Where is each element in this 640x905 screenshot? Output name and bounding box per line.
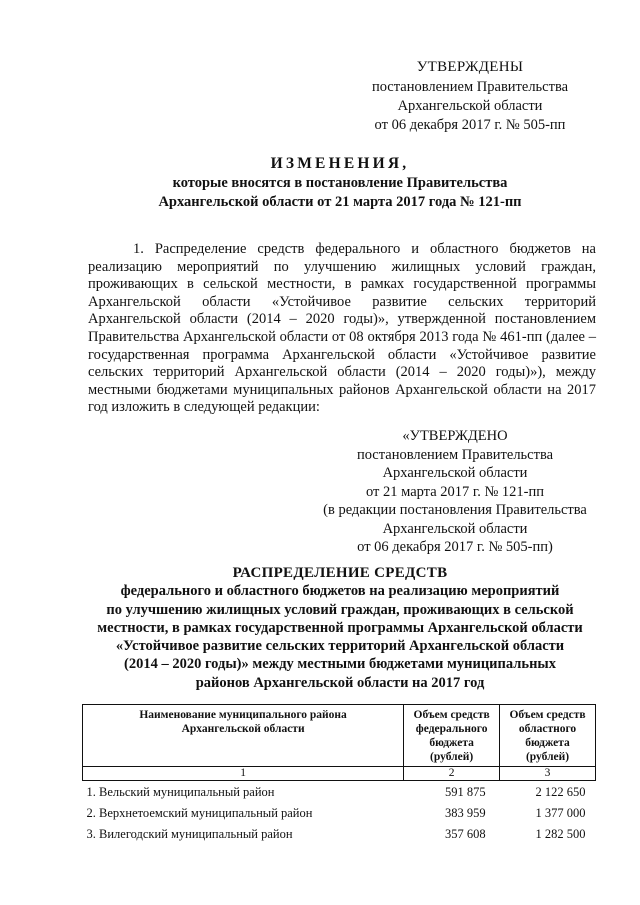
table-row xyxy=(83,802,596,823)
federal-amount: 383 959 xyxy=(444,805,486,820)
district-name: 1. Вельский муниципальный район xyxy=(86,784,275,799)
column-number: 2 xyxy=(404,767,500,781)
stamp-line: Архангельской области xyxy=(382,465,528,481)
distribution-subtitle: районов Архангельской области на 2017 год xyxy=(195,674,485,691)
district-name: 3. Вилегодский муниципальный район xyxy=(86,826,293,841)
approval-line: постановлением Правительства xyxy=(371,79,569,95)
changes-title: ИЗМЕНЕНИЯ, xyxy=(270,155,410,172)
stamp-line: постановлением Правительства xyxy=(356,446,554,463)
distribution-title-block xyxy=(70,564,610,692)
table-header-row xyxy=(83,705,596,767)
distribution-subtitle: «Устойчивое развитие сельских территорий Архангельской области xyxy=(115,638,565,655)
approval-block xyxy=(360,58,580,135)
regional-amount: 1 282 500 xyxy=(535,826,586,841)
body-paragraph: 1. Распределение средств федерального и областного бюджетов на реализацию мероприятий по улучшению жилищных условий граждан, проживающих в сельской местности, в рамках государственной программы Архангельской области «Устойчивое развитие сельских территорий Архангельской области (2014 – 2020 годы)», утвержденной постановлением Правительства Архангельской области от 08 октября 2013 года № 461-пп (далее – государственная программа Архангельской области «Устойчивое развитие сельских территорий Архангельской области (2014 – 2020 годы)»), между местными бюджетами муниципальных районов Архангельской области на 2017 год изложить в следующей редакции: xyxy=(88,241,596,416)
header-regional: Объем средств областного бюджета (рублей) xyxy=(500,705,596,767)
approval-heading: УТВЕРЖДЕНЫ xyxy=(416,59,524,75)
regional-amount: 1 377 000 xyxy=(535,805,586,820)
changes-subtitle: Архангельской области от 21 марта 2017 года № 121-пп xyxy=(158,194,522,210)
stamp-line: Архангельской области xyxy=(382,520,528,537)
changes-title-block xyxy=(80,154,600,212)
header-federal: Объем средств федерального бюджета (рублей) xyxy=(404,705,500,767)
approval-stamp xyxy=(300,427,610,557)
distribution-table xyxy=(82,704,596,844)
federal-amount: 357 608 xyxy=(444,826,486,841)
distribution-subtitle: местности, в рамках государственной программы Архангельской области xyxy=(97,619,583,636)
stamp-line: от 21 марта 2017 г. № 121-пп xyxy=(365,483,545,500)
column-number-row xyxy=(83,767,596,781)
column-number: 1 xyxy=(83,767,404,781)
stamp-line: «УТВЕРЖДЕНО xyxy=(402,428,508,444)
distribution-subtitle: (2014 – 2020 годы)» между местными бюджетами муниципальных xyxy=(124,656,556,673)
column-number: 3 xyxy=(500,767,596,781)
header-district: Наименование муниципального района Архангельской области xyxy=(83,705,404,767)
approval-line: Архангельской области xyxy=(397,98,543,114)
distribution-title: РАСПРЕДЕЛЕНИЕ СРЕДСТВ xyxy=(232,565,448,581)
distribution-subtitle: федерального и областного бюджетов на реализацию мероприятий xyxy=(120,583,560,600)
federal-amount: 591 875 xyxy=(444,784,486,799)
regional-amount: 2 122 650 xyxy=(535,784,586,799)
table-row xyxy=(83,781,596,803)
changes-subtitle: которые вносятся в постановление Правительства xyxy=(172,175,508,191)
approval-line: от 06 декабря 2017 г. № 505-пп xyxy=(374,117,566,133)
stamp-line: от 06 декабря 2017 г. № 505-пп) xyxy=(357,539,553,555)
distribution-subtitle: по улучшению жилищных условий граждан, проживающих в сельской xyxy=(106,601,574,618)
stamp-line: (в редакции постановления Правительства xyxy=(323,502,587,518)
district-name: 2. Верхнетоемский муниципальный район xyxy=(86,805,313,820)
table-row xyxy=(83,823,596,844)
